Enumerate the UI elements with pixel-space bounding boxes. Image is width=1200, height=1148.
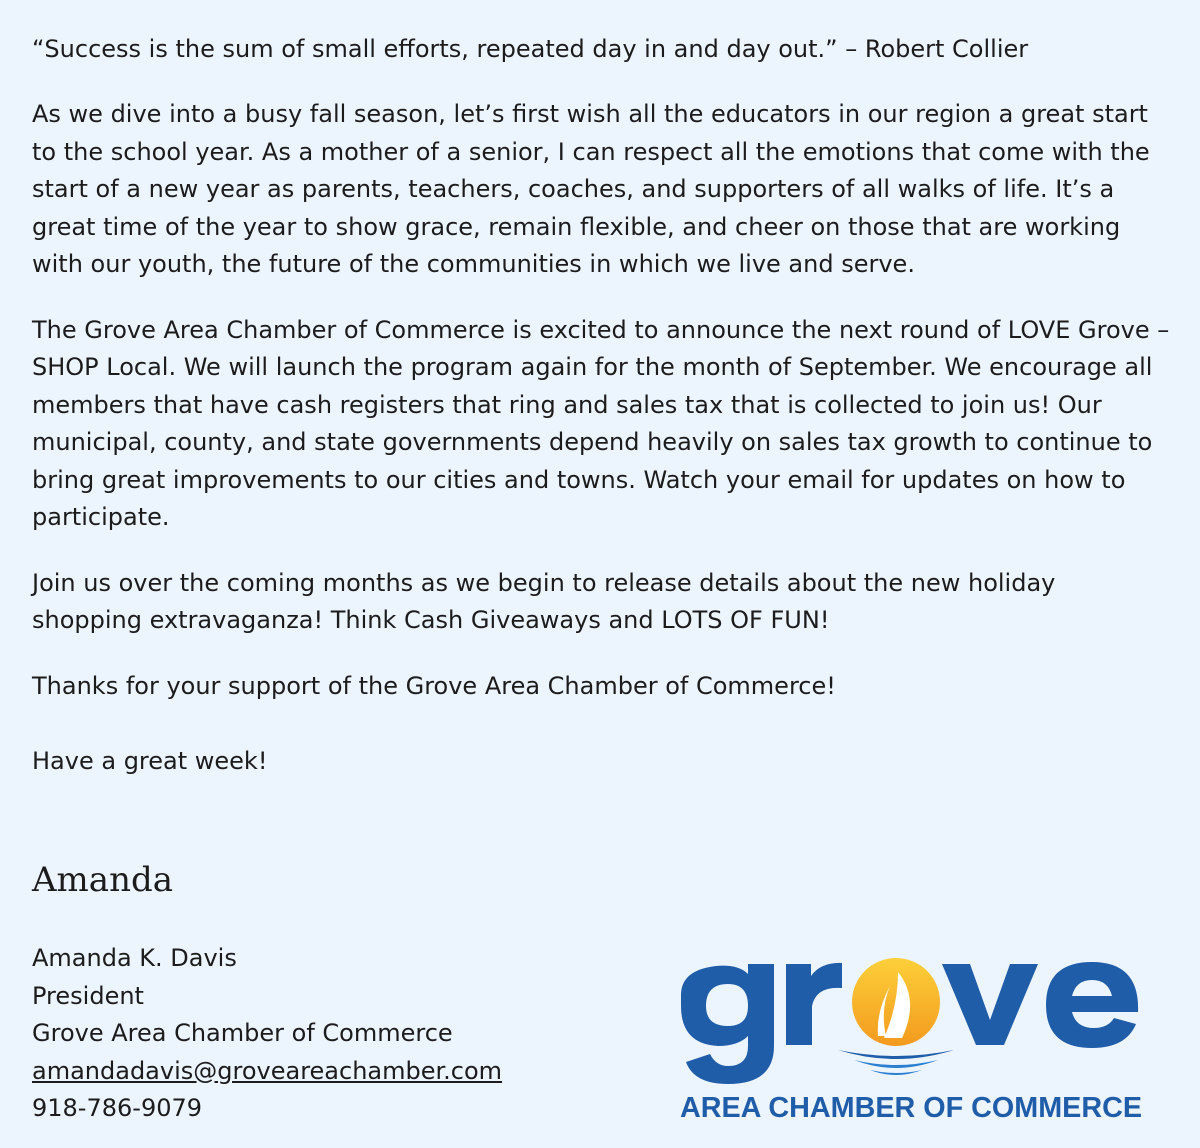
- signature: Amanda: [32, 860, 173, 900]
- signer-name: Amanda K. Davis: [32, 944, 237, 972]
- paragraph-thanks: Thanks for your support of the Grove Area Chamber of Commerce!: [32, 671, 836, 700]
- signer-phone: 918-786-9079: [32, 1094, 203, 1122]
- closing-line: Have a great week!: [32, 747, 268, 775]
- paragraph-shop-local: The Grove Area Chamber of Commerce is excited to announce the next round of LOVE Grove – SHOP Local. We will launch the program again for the month of September. We encourage all members that have cash registers that ring and sales tax that is collected to join us! Our municipal, county, and state governments depend heavily on sales tax growth to continue to bring great improvements to our cities and towns. Watch your email for updates on how to participate.: [32, 315, 1170, 531]
- logo-letter-r: [786, 963, 842, 1045]
- grove-chamber-logo: [676, 950, 1146, 1125]
- signer-email-link[interactable]: amandadavis@groveareachamber.com: [32, 1056, 503, 1085]
- logo-sun-sail-icon: [852, 958, 940, 1046]
- opening-quote: “Success is the sum of small efforts, repeated day in and day out.” – Robert Collier: [32, 35, 1029, 63]
- signer-organization: Grove Area Chamber of Commerce: [32, 1019, 453, 1047]
- signer-title: President: [32, 981, 144, 1010]
- logo-letter-e: [1046, 962, 1138, 1048]
- paragraph-educators: As we dive into a busy fall season, let’s first wish all the educators in our region a great start to the school year. As a mother of a senior, I can respect all the emotions that come with the start of a new year as parents, teachers, coaches, and supporters of all walks of life. It’s a great time of the year to show grace, remain flexible, and cheer on those that are working with our youth, the future of the communities in which we live and serve.: [32, 100, 1150, 278]
- logo-tagline: AREA CHAMBER OF COMMERCE: [680, 1092, 1142, 1124]
- letter-body: [32, 30, 1172, 781]
- signer-block: [32, 940, 502, 1128]
- logo-letter-g: [681, 964, 774, 1084]
- logo-letter-v: [942, 964, 1038, 1045]
- grove-logo-graphic: [676, 950, 1146, 1125]
- paragraph-holiday: Join us over the coming months as we begin to release details about the new holiday shopping extravaganza! Think Cash Giveaways and LOTS OF FUN!: [32, 568, 1056, 634]
- logo-wave-icon: [838, 1050, 954, 1059]
